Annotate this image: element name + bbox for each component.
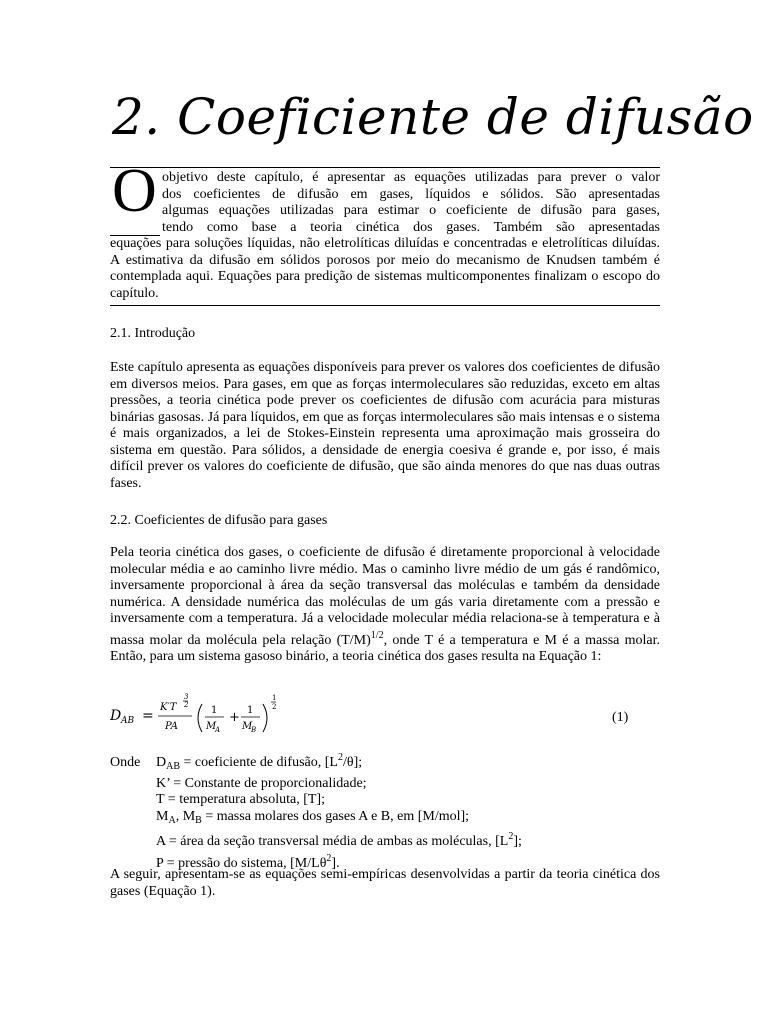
eq-equals: = — [142, 708, 154, 724]
equation-1 — [110, 692, 660, 742]
definitions-list — [110, 750, 522, 872]
eq-one-b: 1 — [247, 705, 254, 716]
definition-row: P = pressão do sistema, $[M/L\theta^2]$. — [156, 852, 340, 871]
top-rule — [110, 167, 660, 168]
gases-paragraph — [110, 545, 660, 666]
abstract-indented — [162, 170, 660, 236]
eq-mb-sub: B — [251, 726, 257, 734]
bottom-rule — [110, 305, 660, 306]
eq-ma-sub: A — [215, 726, 221, 734]
eq-lhs-sub: AB — [121, 716, 135, 726]
abstract-line: objetivo deste capítulo, é apresentar as equações utilizadas para prever o valor — [162, 170, 660, 185]
eq-ma: M — [206, 721, 217, 732]
equation-number: (1) — [612, 710, 629, 725]
eq-denominator: PA — [165, 721, 179, 732]
definition-row: $M_A$, $M_B$ = massa molares dos gases A e B, em [M/mol]; — [156, 808, 470, 826]
gases-exponent: 1/2 — [370, 629, 384, 641]
eq-numerator: K′T — [160, 702, 177, 713]
abstract-rest: equações para soluções líquidas, não eletrolíticas diluídas e concentradas e eletrolíticas diluídas. A estimativa da difusão em sólidos porosos por meio do mecanismo de Knudsen também é contemplada aqui. Equações para predição de sistemas multicomponentes finalizam o escopo do capítulo. — [110, 236, 660, 301]
section-heading-gases: 2.2. Coeficientes de difusão para gases — [110, 513, 328, 528]
abstract-line: tendo como base a teoria cinética dos gases. Também são apresentadas — [162, 219, 660, 235]
eq-num-exp-den: 2 — [184, 701, 189, 709]
eq-outer-exp-num: 1 — [272, 694, 277, 702]
eq-plus: + — [229, 710, 240, 725]
eq-one-a: 1 — [211, 705, 218, 716]
eq-num-exp-num: 3 — [184, 693, 189, 701]
closing-paragraph: A seguir, apresentam-se as equações semi-empíricas desenvolvidas a partir da teoria cinética dos gases (Equação 1). — [110, 867, 660, 899]
eq-outer-exp-den: 2 — [272, 703, 277, 711]
definition-row: A = área da seção transversal média de ambas as moléculas, $[L^2]$; — [156, 831, 522, 849]
definition-row: K’ = Constante de proporcionalidade; — [156, 775, 367, 791]
gases-text-a: Pela teoria cinética dos gases, o coeficiente de difusão é diretamente proporcional à velocidade molecular média e ao caminho livre médio. Mas o caminho livre médio de um gás é randômico, inversamente proporcional à área da seção transversal das moléculas e também da densidade numérica. A densidade numérica das moléculas de um gás varia diretamente com a pressão e inversamente com a temperatura. Já a velocidade molecular média relaciona-se à temperatura e à massa molar da molécula pela relação (T/M) — [110, 545, 660, 648]
section-heading-intro: 2.1. Introdução — [110, 326, 196, 341]
abstract-line: algumas equações utilizadas para estimar o coeficiente de difusão para gases, — [162, 203, 660, 218]
onde-label: Onde — [110, 755, 141, 770]
drop-cap: O — [112, 157, 157, 225]
definition-row: T = temperatura absoluta, [T]; — [156, 792, 325, 807]
gases-text-b: , onde T é a temperatura e M é a massa molar. Então, para um sistema gasoso binário, a teoria cinética dos gases resulta na Equação 1: — [110, 632, 660, 664]
chapter-title: 2. Coeficiente de difusão — [112, 88, 754, 146]
intro-paragraph: Este capítulo apresenta as equações disponíveis para prever os valores dos coeficientes de difusão em diversos meios. Para gases, em que as forças intermoleculares são reduzidas, exceto em altas pressões, a teoria cinética pode prever os coeficientes de difusão com acurácia para misturas binárias gasosas. Já para líquidos, em que as forças intermoleculares são mais intensas e o sistema é mais organizados, a lei de Stokes-Einstein representa uma aproximação mais grosseira do sistema em questão. Para sólidos, a densidade de energia coesiva é grande e, por isso, é mais difícil prever os valores do coeficiente de difusão, que são ainda menores do que nas duas outras fases. — [110, 360, 660, 491]
eq-lhs: D — [110, 708, 122, 724]
definition-row: Onde $D_{AB}$ = coeficiente de difusão, $[L^2/\theta]$; — [110, 752, 363, 772]
eq-mb: M — [242, 721, 253, 732]
abstract-line: dos coeficientes de difusão em gases, líquidos e sólidos. São apresentadas — [162, 186, 660, 202]
